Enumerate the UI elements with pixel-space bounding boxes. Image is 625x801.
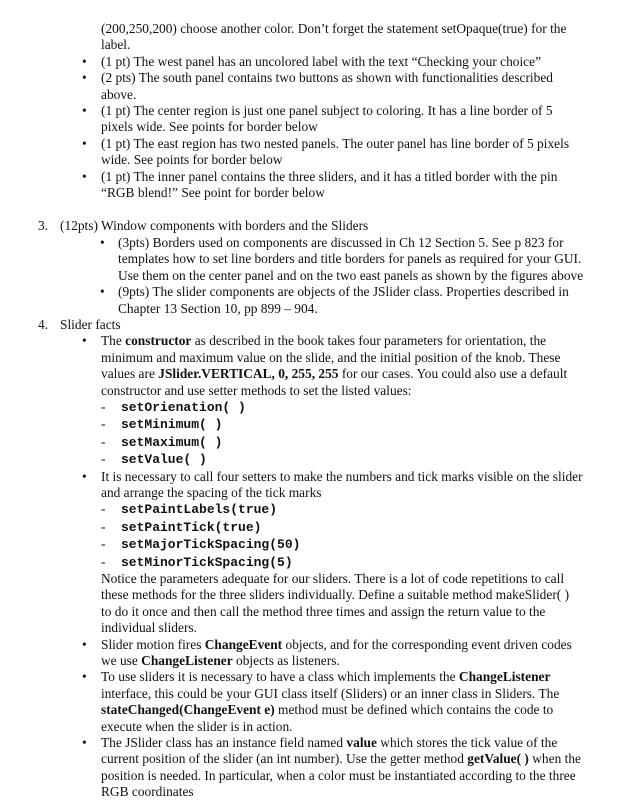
text: method must be defined which contains the code to xyxy=(274,702,554,718)
text: and arrange the spacing of the tick marks xyxy=(101,484,322,500)
code-text: setMinorTickSpacing(5) xyxy=(121,554,293,570)
bullet-marker: • xyxy=(82,53,87,69)
bullet-marker: • xyxy=(82,103,87,119)
code-text: setMajorTickSpacing(50) xyxy=(121,537,301,553)
code-text: setPaintTick(true) xyxy=(121,519,262,535)
code-list-item xyxy=(0,554,625,571)
bullet-item xyxy=(0,669,625,735)
text-line xyxy=(101,87,625,103)
bullet-item xyxy=(0,735,625,801)
text-line xyxy=(101,719,625,735)
numbered-section xyxy=(0,218,625,234)
text: RGB coordinates xyxy=(101,784,194,800)
text-line xyxy=(101,686,625,702)
text: (1 pt) The center region is just one panel subject to coloring. It has a line border of 5 xyxy=(101,103,553,119)
text-line xyxy=(121,451,625,468)
text: label. xyxy=(101,37,131,53)
text: individual sliders. xyxy=(101,620,197,636)
bold-text: stateChanged(ChangeEvent e) xyxy=(101,702,275,718)
text-line xyxy=(101,735,625,751)
dash-marker: - xyxy=(101,536,106,552)
code-list-item xyxy=(0,416,625,433)
text: wide. See points for border below xyxy=(101,152,283,168)
bullet-item xyxy=(0,70,625,103)
text: pixels wide. See points for border below xyxy=(101,119,318,135)
text-line xyxy=(121,399,625,416)
text-line xyxy=(101,350,625,366)
text-line xyxy=(101,469,625,485)
text-line xyxy=(101,669,625,685)
code-text: setValue( ) xyxy=(121,452,207,468)
text: current position of the slider (an int number). Use the getter method xyxy=(101,751,468,767)
text-line xyxy=(118,268,625,284)
text-line xyxy=(101,37,625,53)
code-list-item xyxy=(0,434,625,451)
text-line xyxy=(101,21,625,37)
text: Notice the parameters adequate for our sliders. There is a lot of code repetitions to call xyxy=(101,571,565,586)
text-line xyxy=(101,587,625,603)
bullet-marker: • xyxy=(82,168,87,184)
text-line xyxy=(101,152,625,168)
text: values are xyxy=(101,366,159,382)
text-line xyxy=(121,434,625,451)
text: to do it once and then call the method three times and assign the return value to the xyxy=(101,603,546,619)
dash-marker: - xyxy=(101,553,106,569)
bullet-item xyxy=(0,333,625,399)
text: The JSlider class has an instance field named xyxy=(101,735,347,751)
bullet-marker: • xyxy=(82,636,87,652)
spacer xyxy=(0,201,625,218)
text: execute when the slider is in action. xyxy=(101,718,293,734)
bold-text: JSlider.VERTICAL, 0, 255, 255 xyxy=(158,366,339,382)
text: interface, this could be your GUI class itself (Sliders) or an inner class in Sliders. The xyxy=(101,685,560,701)
text: Slider facts xyxy=(60,316,121,332)
bold-text: getValue( ) xyxy=(467,751,529,767)
text: objects, and for the corresponding event driven codes xyxy=(282,636,572,652)
text: (9pts) The slider components are objects of the JSlider class. Properties described in xyxy=(118,284,569,300)
bullet-item xyxy=(0,469,625,502)
bullet-item xyxy=(0,54,625,70)
text-line xyxy=(101,54,625,70)
bold-text: ChangeListener xyxy=(458,669,551,685)
text-line xyxy=(101,185,625,201)
text-line xyxy=(101,768,625,784)
text-line xyxy=(101,70,625,86)
text: The xyxy=(101,333,126,349)
bullet-item xyxy=(0,284,625,317)
text-line xyxy=(101,571,625,587)
dash-marker: - xyxy=(101,518,106,534)
dash-marker: - xyxy=(101,433,106,449)
bullet-item xyxy=(0,235,625,284)
text-line xyxy=(121,519,625,536)
document-page xyxy=(0,21,625,801)
bullet-marker: • xyxy=(82,135,87,151)
paragraph xyxy=(0,21,625,54)
bullet-marker: • xyxy=(100,284,105,300)
bullet-marker: • xyxy=(82,70,87,86)
text: as described in the book takes four parameters for orientation, the xyxy=(191,333,547,349)
bullet-marker: • xyxy=(82,468,87,484)
text: these methods for the three sliders individually. Define a suitable method makeSlider( ) xyxy=(101,587,570,603)
bullet-item xyxy=(0,136,625,169)
text-line xyxy=(121,554,625,571)
text: position is needed. In particular, when a color must be instantiated according to the three xyxy=(101,767,576,783)
bold-text: ChangeEvent xyxy=(204,636,283,652)
text: (1 pt) The east region has two nested panels. The outer panel has line border of 5 pixels xyxy=(101,135,570,151)
text-line xyxy=(101,366,625,382)
text-line xyxy=(101,702,625,718)
text-line xyxy=(101,136,625,152)
text-line xyxy=(118,301,625,317)
text-line xyxy=(101,604,625,620)
text: which stores the tick value of the xyxy=(376,735,558,751)
text: minimum and maximum value on the slide, and the initial position of the knob. These xyxy=(101,349,561,365)
text: It is necessary to call four setters to make the numbers and tick marks visible on the slider xyxy=(101,468,583,484)
text-line xyxy=(101,637,625,653)
text-line xyxy=(60,218,625,234)
text-line xyxy=(101,485,625,501)
bullet-marker: • xyxy=(100,234,105,250)
text: above. xyxy=(101,86,137,102)
code-list-item xyxy=(0,536,625,553)
bullet-item xyxy=(0,169,625,202)
text: templates how to set line borders and title borders for panels as required for your GUI. xyxy=(118,251,582,267)
text-line xyxy=(121,536,625,553)
bullet-item xyxy=(0,637,625,670)
text: (200,250,200) choose another color. Don’t forget the statement setOpaque(true) for the xyxy=(101,21,567,36)
code-list-item xyxy=(0,501,625,518)
text: constructor and use setter methods to set the listed values: xyxy=(101,382,412,398)
dash-marker: - xyxy=(101,416,106,432)
text: when the xyxy=(528,751,581,767)
text: Slider motion fires xyxy=(101,636,205,652)
code-list-item xyxy=(0,399,625,416)
code-text: setMinimum( ) xyxy=(121,417,223,433)
paragraph xyxy=(0,571,625,637)
bullet-marker: • xyxy=(82,669,87,685)
bold-text: constructor xyxy=(125,333,192,349)
dash-marker: - xyxy=(101,398,106,414)
text-line xyxy=(101,119,625,135)
text-line xyxy=(60,317,625,333)
text-line xyxy=(118,235,625,251)
text: “RGB blend!” See point for border below xyxy=(101,185,325,201)
text-line xyxy=(101,169,625,185)
text: Use them on the center panel and on the two east panels as shown by the figures above xyxy=(118,267,584,283)
text-line xyxy=(101,620,625,636)
text-line xyxy=(101,751,625,767)
section-number: 3. xyxy=(38,218,49,234)
bullet-marker: • xyxy=(82,735,87,751)
text: (12pts) Window components with borders and the Sliders xyxy=(60,218,369,234)
code-text: setOrienation( ) xyxy=(121,399,246,415)
text: (2 pts) The south panel contains two buttons as shown with functionalities described xyxy=(101,70,553,86)
text: objects as listeners. xyxy=(232,653,340,669)
text-line xyxy=(101,784,625,800)
numbered-section xyxy=(0,317,625,333)
code-list-item xyxy=(0,519,625,536)
text-line xyxy=(101,103,625,119)
text-line xyxy=(101,383,625,399)
text: Chapter 13 Section 10, pp 899 – 904. xyxy=(118,300,318,316)
text-line xyxy=(101,333,625,349)
text-line xyxy=(121,416,625,433)
text-line xyxy=(118,284,625,300)
code-text: setMaximum( ) xyxy=(121,434,223,450)
dash-marker: - xyxy=(101,501,106,517)
text-line xyxy=(118,251,625,267)
text: (1 pt) The west panel has an uncolored label with the text “Checking your choice” xyxy=(101,53,542,69)
bold-text: value xyxy=(346,735,377,751)
text-line xyxy=(121,501,625,518)
code-text: setPaintLabels(true) xyxy=(121,502,278,518)
bold-text: ChangeListener xyxy=(141,653,233,669)
text: (1 pt) The inner panel contains the three sliders, and it has a titled border with the pin xyxy=(101,168,558,184)
text: (3pts) Borders used on components are discussed in Ch 12 Section 5. See p 823 for xyxy=(118,234,564,250)
code-list-item xyxy=(0,451,625,468)
text: for our cases. You could also use a default xyxy=(338,366,568,382)
bullet-marker: • xyxy=(82,333,87,349)
bullet-item xyxy=(0,103,625,136)
text: we use xyxy=(101,653,142,669)
text: To use sliders it is necessary to have a class which implements the xyxy=(101,669,459,685)
dash-marker: - xyxy=(101,451,106,467)
text-line xyxy=(101,653,625,669)
section-number: 4. xyxy=(38,316,49,332)
